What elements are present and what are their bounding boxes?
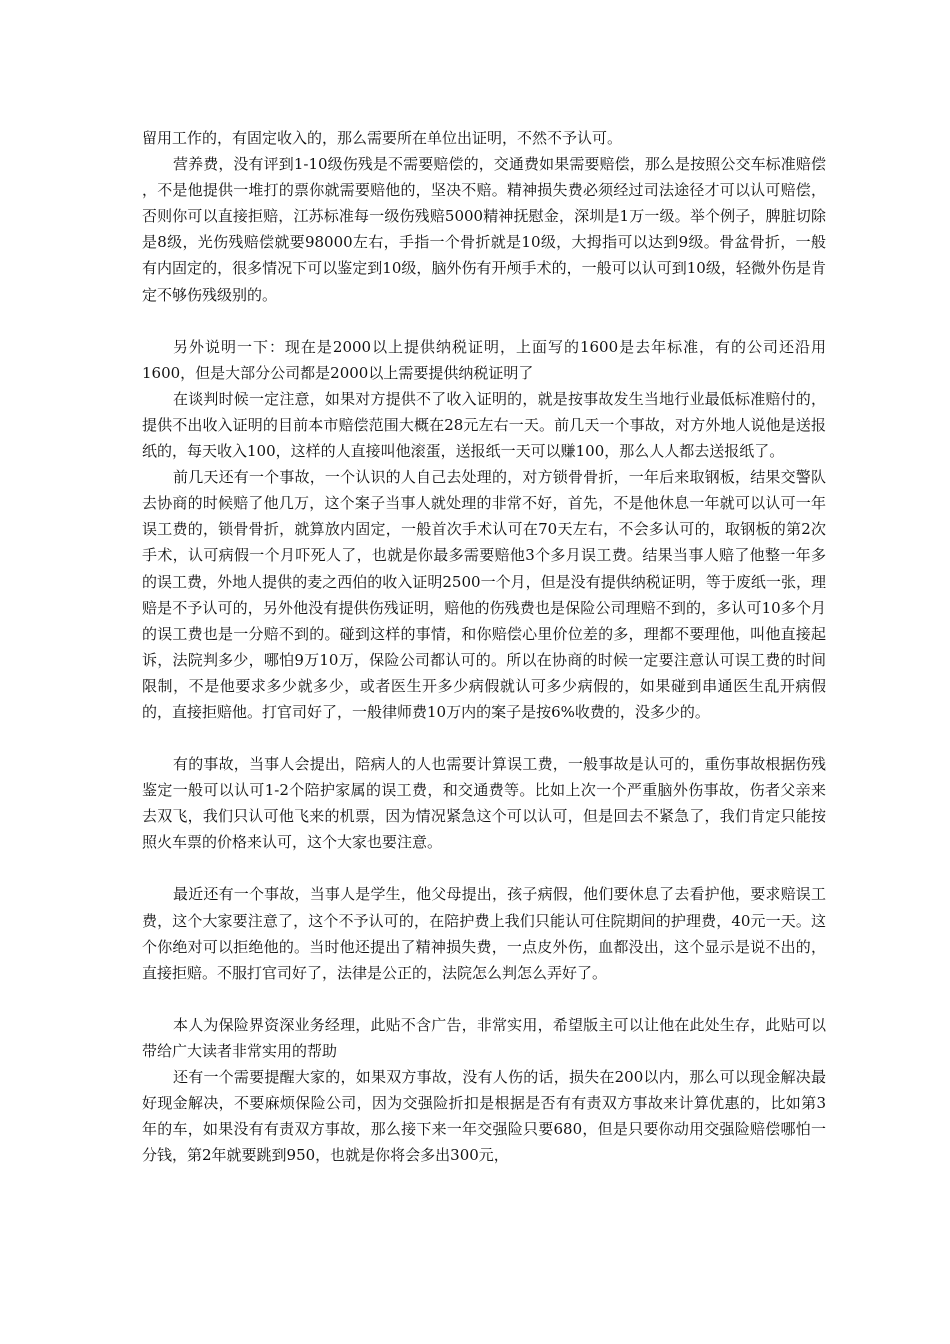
paragraph-3: 另外说明一下：现在是2000以上提供纳税证明，上面写的1600是去年标准，有的公司还沿用1600，但是大部分公司都是2000以上需要提供纳税证明了 [142, 337, 826, 382]
paragraph-4: 在谈判时候一定注意，如果对方提供不了收入证明的，就是按事故发生当地行业最低标准赔付的，提供不出收入证明的目前本市赔偿范围大概在28元左右一天。前几天一个事故，对方外地人说他是送报纸的，每天收入100，这样的人直接叫他滚蛋，送报纸一天可以赚100，那么人人都去送报纸了。 [142, 389, 826, 461]
paragraph-9: 还有一个需要提醒大家的，如果双方事故，没有人伤的话，损失在200以内，那么可以现金解决最好现金解决，不要麻烦保险公司，因为交强险折扣是根据是否有有责双方事故来计算优惠的，比如第3年的车，如果没有有责双方事故，那么接下来一年交强险只要680，但是只要你动用交强险赔偿哪怕一分钱，第2年就要跳到950，也就是你将会多出300元， [142, 1068, 826, 1165]
paragraph-8: 本人为保险界资深业务经理，此贴不含广告，非常实用，希望版主可以让他在此处生存，此贴可以带给广大读者非常实用的帮助 [142, 1015, 826, 1060]
paragraph-6: 有的事故，当事人会提出，陪病人的人也需要计算误工费，一般事故是认可的，重伤事故根据伤残鉴定一般可以认可1-2个陪护家属的误工费，和交通费等。比如上次一个严重脑外伤事故，伤者父亲来去双飞，我们只认可他飞来的机票，因为情况紧急这个可以认可，但是回去不紧急了，我们肯定只能按照火车票的价格来认可，这个大家也要注意。 [142, 755, 826, 852]
paragraph-7: 最近还有一个事故，当事人是学生，他父母提出，孩子病假，他们要休息了去看护他，要求赔误工费，这个大家要注意了，这个不予认可的，在陪护费上我们只能认可住院期间的护理费，40元一天。这个你绝对可以拒绝他的。当时他还提出了精神损失费，一点皮外伤，血都没出，这个显示是说不出的，直接拒赔。不服打官司好了，法律是公正的，法院怎么判怎么弄好了。 [142, 885, 826, 982]
paragraph-2: 营养费，没有评到1-10级伤残是不需要赔偿的，交通费如果需要赔偿，那么是按照公交车标准赔偿 ，不是他提供一堆打的票你就需要赔他的，坚决不赔。精神损失费必须经过司法途径才可以认可赔偿，否则你可以直接拒赔，江苏标准每一级伤残赔5000精神抚慰金，深圳是1万一级。举个例子，脾脏切除是8级，光伤残赔偿就要98000左右，手指一个骨折就是10级，大拇指可以达到9级。骨盆骨折，一般有内固定的，很多情况下可以鉴定到10级，脑外伤有开颅手术的，一般可以认可到10级，轻微外伤是肯定不够伤残级别的。 [142, 155, 826, 304]
paragraph-5: 前几天还有一个事故，一个认识的人自己去处理的，对方锁骨骨折，一年后来取钢板，结果交警队去协商的时候赔了他几万，这个案子当事人就处理的非常不好，首先，不是他休息一年就可以认可一年误工费的，锁骨骨折，就算放内固定，一般首次手术认可在70天左右，不会多认可的，取钢板的第2次手术，认可病假一个月吓死人了，也就是你最多需要赔他3个多月误工费。结果当事人赔了他整一年多的误工费，外地人提供的麦之西伯的收入证明2500一个月，但是没有提供纳税证明，等于废纸一张，理赔是不予认可的，另外他没有提供伤残证明，赔他的伤残费也是保险公司理赔不到的，多认可10多个月的误工费也是一分赔不到的。碰到这样的事情，和你赔偿心里价位差的多，理都不要理他，叫他直接起诉，法院判多少，哪怕9万10万，保险公司都认可的。所以在协商的时候一定要注意认可误工费的时间限制，不是他要求多少就多少，或者医生开多少病假就认可多少病假的，如果碰到串通医生乱开病假的，直接拒赔他。打官司好了，一般律师费10万内的案子是按6%收费的，没多少的。 [142, 468, 826, 721]
paragraph-1: 留用工作的，有固定收入的，那么需要所在单位出证明，不然不予认可。 [142, 129, 623, 147]
document-body [142, 125, 826, 1168]
